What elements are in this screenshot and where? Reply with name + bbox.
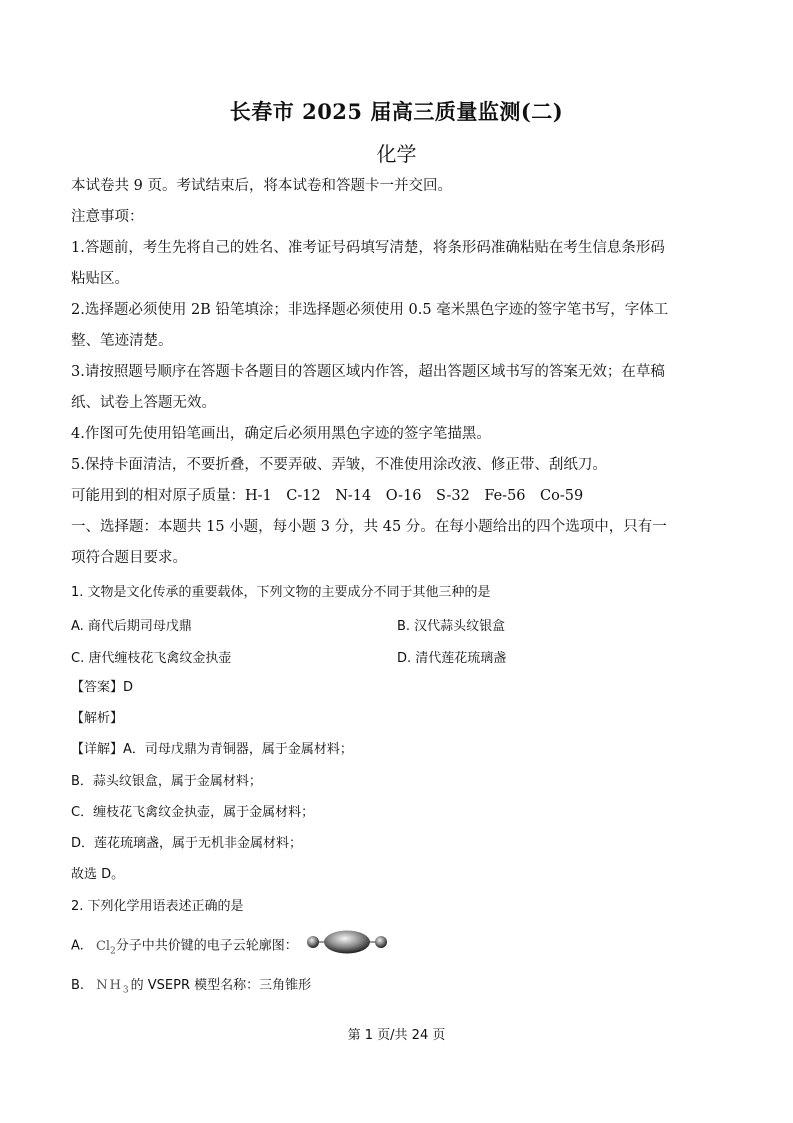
answer-value: D — [123, 680, 134, 695]
q1-option-d: D. 清代莲花琉璃盏 — [397, 651, 507, 666]
notice-item-4: 4.作图可先使用铅笔画出，确定后必须用黑色字迹的签字笔描黑。 — [71, 426, 491, 442]
electron-cloud-svg — [306, 930, 388, 954]
notice-item-1-cont: 粘贴区。 — [71, 271, 129, 287]
answer-label: 【答案】 — [71, 680, 124, 695]
q1-option-a: A. 商代后期司母戊鼎 — [71, 619, 192, 634]
q1-detail-2: B．蒜头纹银盒，属于金属材料； — [71, 774, 262, 789]
q1-detail-4: D．莲花琉璃盏，属于无机非金属材料； — [71, 836, 303, 851]
q2-option-a — [71, 930, 388, 962]
notice-label: 注意事项： — [71, 209, 144, 225]
q2-option-a-text: 分子中共价键的电子云轮廓图： — [115, 938, 298, 954]
q2-option-b — [71, 974, 311, 996]
section-heading-cont: 项符合题目要求。 — [71, 550, 187, 566]
page-footer: 第 1 页/共 24 页 — [347, 1028, 446, 1043]
exam-title: 长春市 2025 届高三质量监测(二) — [229, 99, 564, 124]
notice-item-1: 1.答题前，考生先将自己的姓名、准考证号码填写清楚，将条形码准确粘贴在考生信息条形码 — [71, 240, 665, 256]
q2-option-b-prefix: B. — [71, 978, 85, 993]
q2-option-b-text: 的 VSEPR 模型名称：三角锥形 — [130, 978, 312, 993]
notice-item-2: 2.选择题必须使用 2B 铅笔填涂；非选择题必须使用 0.5 毫米黑色字迹的签字笔书写，字体工 — [71, 302, 669, 318]
chlorine-formula — [95, 938, 116, 957]
ammonia-symbol: NH — [96, 978, 123, 993]
question-2-stem: 2. 下列化学用语表述正确的是 — [71, 899, 244, 914]
q2-option-a-prefix: A. — [71, 938, 84, 954]
subject-title: 化学 — [376, 142, 417, 166]
chlorine-subscript: 2 — [110, 946, 116, 957]
ammonia-subscript: 3 — [122, 985, 131, 996]
left-atom — [307, 936, 319, 948]
q1-option-b: B. 汉代蒜头纹银盒 — [397, 619, 506, 634]
ammonia-formula — [96, 978, 131, 996]
question-1-stem: 1. 文物是文化传承的重要载体，下列文物的主要成分不同于其他三种的是 — [71, 585, 491, 600]
notice-item-3-cont: 纸、试卷上答题无效。 — [71, 395, 216, 411]
q1-analysis-label: 【解析】 — [71, 711, 124, 726]
q1-answer — [71, 678, 731, 698]
notice-item-5: 5.保持卡面清洁，不要折叠，不要弄破、弄皱，不准使用涂改液、修正带、刮纸刀。 — [71, 457, 607, 473]
notice-item-3: 3.请按照题号顺序在答题卡各题目的答题区域内作答，超出答题区域书写的答案无效；在草稿 — [71, 364, 665, 380]
notice-item-2-cont: 整、笔迹清楚。 — [71, 333, 173, 349]
section-heading: 一、选择题：本题共 15 小题，每小题 3 分，共 45 分。在每小题给出的四个选项中，只有一 — [71, 519, 667, 535]
bond-cloud — [324, 931, 370, 954]
q1-detail-5: 故选 D。 — [71, 867, 125, 882]
right-atom — [375, 936, 387, 948]
q1-detail-3: C．缠枝花飞禽纹金执壶，属于金属材料； — [71, 805, 315, 820]
q1-detail-1: 【详解】A．司母戊鼎为青铜器，属于金属材料； — [71, 742, 353, 757]
electron-cloud-diagram — [306, 930, 388, 962]
atomic-masses: 可能用到的相对原子质量：H-1 C-12 N-14 O-16 S-32 Fe-56 Co-59 — [71, 488, 584, 504]
q1-option-c: C. 唐代缠枝花飞禽纹金执壶 — [71, 651, 232, 666]
intro-line: 本试卷共 9 页。考试结束后，将本试卷和答题卡一并交回。 — [71, 178, 452, 194]
chlorine-symbol: Cl — [95, 938, 111, 954]
